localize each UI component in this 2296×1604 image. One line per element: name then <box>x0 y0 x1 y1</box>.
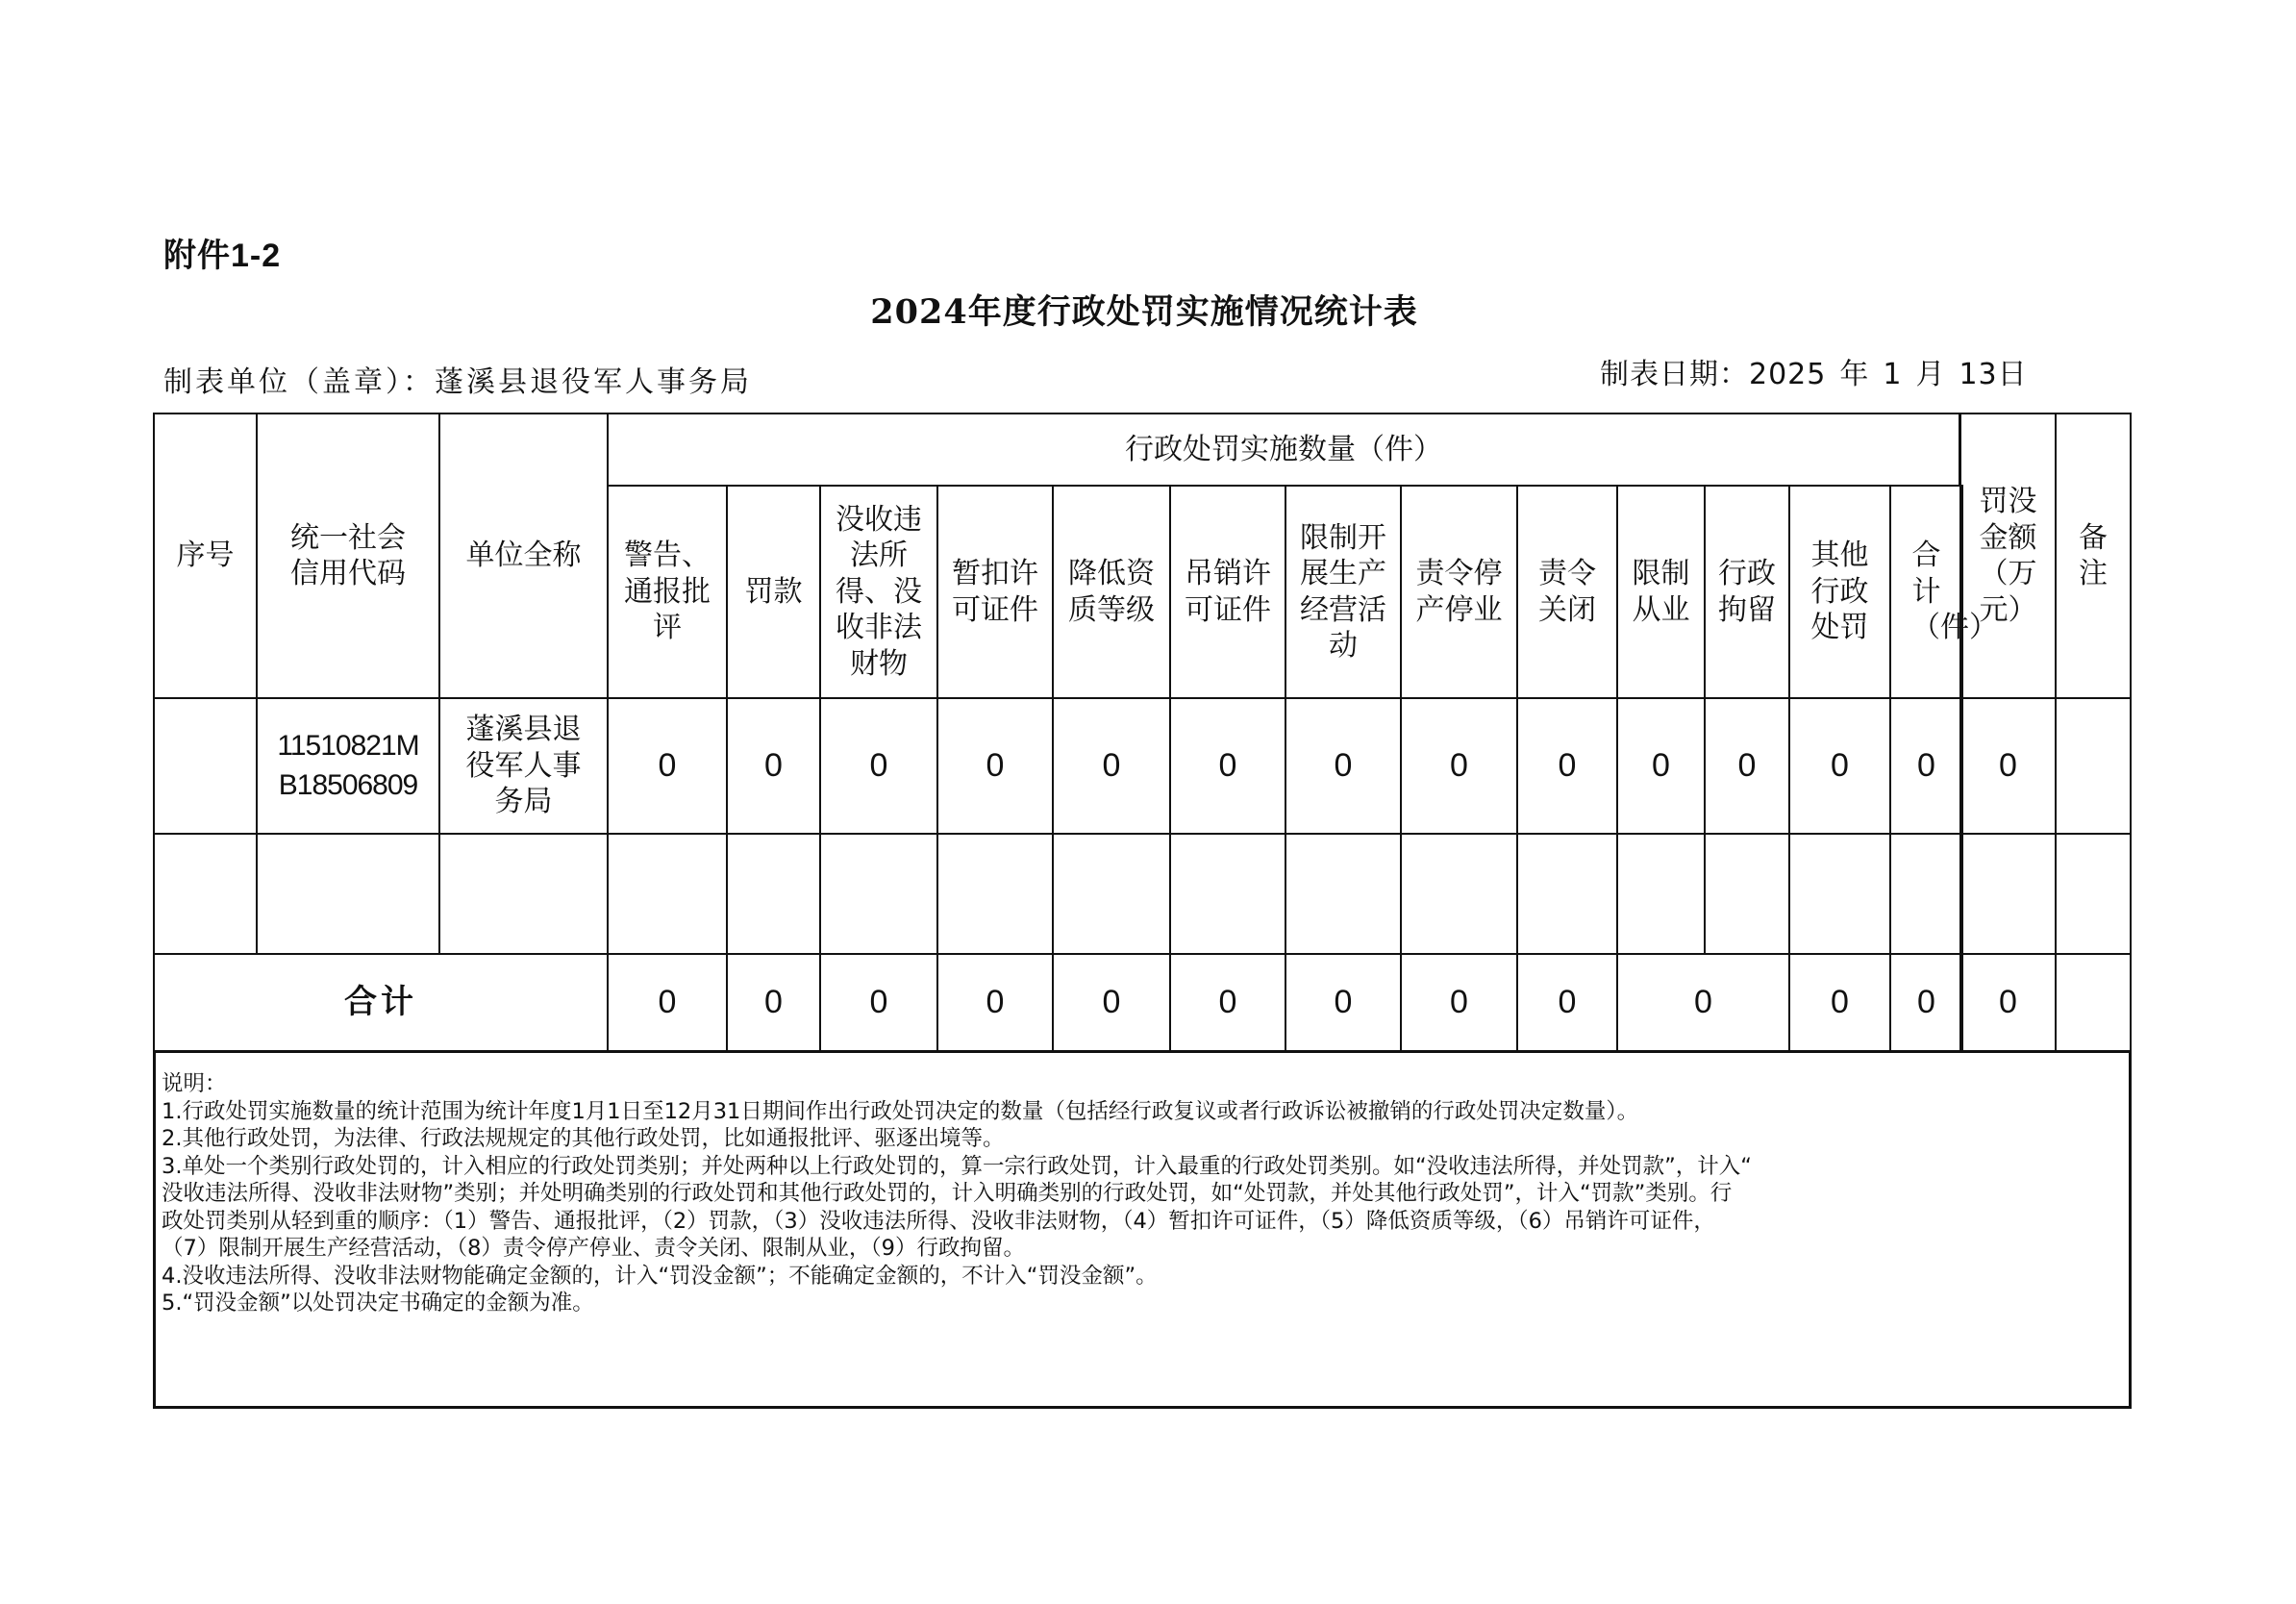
note-line: 没收违法所得、没收非法财物”类别；并处明确类别的行政处罚和其他行政处罚的，计入明确类别的行政处罚，如“处罚款，并处其他行政处罚”，计入“罚款”类别。行 <box>162 1181 1733 1206</box>
header-category-12 <box>1788 485 1891 699</box>
cell-count-10 <box>1616 697 1706 835</box>
header-category-6-text: 吊销许可证件 <box>1185 557 1271 627</box>
total-count-5 <box>1052 953 1171 1052</box>
total-amount <box>1959 953 2057 1052</box>
issue-date-day-unit: 日 <box>1997 358 2028 391</box>
total-count-12 <box>1889 953 1963 1052</box>
header-category-13-text: 合计（件） <box>1911 539 1998 645</box>
total-count-7 <box>1285 953 1402 1052</box>
total-label-cell <box>153 953 609 1052</box>
total-count-9 <box>1516 953 1618 1052</box>
header-category-6 <box>1169 485 1286 699</box>
total-count-7-text: 0 <box>1334 984 1353 1021</box>
document-title: 2024年度行政处罚实施情况统计表 <box>870 292 1418 332</box>
cell-count-2-text: 0 <box>764 747 783 785</box>
total-count-5-text: 0 <box>1102 984 1121 1021</box>
cell-count-6-text: 0 <box>1218 747 1237 785</box>
cell-count-5 <box>1052 833 1171 955</box>
cell-count-9 <box>1516 697 1618 835</box>
total-count-2 <box>726 953 821 1052</box>
cell-amount <box>1959 833 2057 955</box>
issuing-unit-label: 制表单位（盖章）： <box>163 365 435 399</box>
header-unit-full-name-label: 单位全称 <box>465 539 582 573</box>
cell-remarks <box>2055 697 2132 835</box>
total-label-cell-text: 合计 <box>344 983 417 1022</box>
header-category-2 <box>726 485 821 699</box>
header-category-1 <box>607 485 728 699</box>
cell-credit-code <box>256 697 440 835</box>
cell-count-13 <box>1889 833 1963 955</box>
note-line: 2.其他行政处罚，为法律、行政法规规定的其他行政处罚，比如通报批评、驱逐出境等。 <box>162 1126 1005 1151</box>
cell-count-1 <box>607 833 728 955</box>
notes-lines <box>162 1098 2123 1317</box>
header-category-10-text: 限制从业 <box>1632 557 1690 627</box>
header-category-9 <box>1516 485 1618 699</box>
cell-count-7 <box>1285 833 1402 955</box>
cell-count-1 <box>607 697 728 835</box>
total-count-8 <box>1400 953 1518 1052</box>
cell-count-11-text: 0 <box>1737 747 1757 785</box>
total-count-3 <box>819 953 938 1052</box>
header-category-11 <box>1704 485 1790 699</box>
attachment-label: 附件1-2 <box>163 238 282 274</box>
header-remarks <box>2055 413 2132 699</box>
cell-count-3-text: 0 <box>869 747 888 785</box>
cell-count-12 <box>1788 833 1891 955</box>
header-category-7-text: 限制开展生产经营活动 <box>1300 520 1386 663</box>
issue-date-year-unit: 年 <box>1839 358 1870 391</box>
cell-count-2 <box>726 833 821 955</box>
header-credit-code-label: 统一社会信用代码 <box>290 520 406 590</box>
header-unit-full-name <box>438 413 609 699</box>
total-remarks <box>2055 953 2132 1052</box>
header-category-4 <box>936 485 1054 699</box>
cell-count-10 <box>1616 833 1706 955</box>
header-category-10 <box>1616 485 1706 699</box>
issuing-unit-line <box>163 358 752 400</box>
total-count-8-text: 0 <box>1450 984 1468 1021</box>
header-category-7 <box>1285 485 1402 699</box>
header-category-5-text: 降低资质等级 <box>1068 557 1155 627</box>
header-category-5 <box>1052 485 1171 699</box>
header-category-11-text: 行政拘留 <box>1718 557 1776 627</box>
total-count-6 <box>1169 953 1286 1052</box>
total-count-12-text: 0 <box>1917 984 1935 1021</box>
issue-date-label: 制表日期： <box>1600 358 1749 391</box>
header-amount-label: 罚没金额（万元） <box>1979 485 2037 627</box>
total-count-6-text: 0 <box>1218 984 1237 1021</box>
cell-count-1-text: 0 <box>658 747 677 785</box>
total-count-4-text: 0 <box>986 984 1005 1021</box>
issue-date-month-unit: 月 <box>1915 358 1946 391</box>
issue-date-line <box>1600 350 2028 392</box>
cell-count-11 <box>1704 697 1790 835</box>
cell-credit-code <box>256 833 440 955</box>
cell-count-13-text: 0 <box>1917 747 1935 785</box>
total-count-9-text: 0 <box>1558 984 1577 1021</box>
header-category-1-text: 警告、通报批评 <box>624 539 711 645</box>
header-category-4-text: 暂扣许可证件 <box>952 557 1038 627</box>
note-line: 1.行政处罚实施数量的统计范围为统计年度1月1日至12月31日期间作出行政处罚决定的数量（包括经行政复议或者行政诉讼被撤销的行政处罚决定数量）。 <box>162 1098 1639 1124</box>
header-category-9-text: 责令关闭 <box>1538 557 1596 627</box>
note-line: 政处罚类别从轻到重的顺序：（1）警告、通报批评，（2）罚款，（3）没收违法所得、没收非法财物，（4）暂扣许可证件，（5）降低资质等级，（6）吊销许可证件， <box>162 1208 1715 1234</box>
cell-credit-code-text: 11510821MB18506809 <box>277 730 419 801</box>
cell-unit-name <box>438 833 609 955</box>
cell-count-5-text: 0 <box>1102 747 1121 785</box>
cell-count-3 <box>819 697 938 835</box>
cell-count-6 <box>1169 833 1286 955</box>
total-count-10-text: 0 <box>1694 984 1712 1021</box>
cell-count-8-text: 0 <box>1450 747 1468 785</box>
issue-date-day: 13 <box>1959 358 1998 391</box>
total-count-11 <box>1788 953 1891 1052</box>
cell-count-2 <box>726 697 821 835</box>
total-count-1 <box>607 953 728 1052</box>
cell-remarks <box>2055 833 2132 955</box>
cell-count-5 <box>1052 697 1171 835</box>
cell-count-9 <box>1516 833 1618 955</box>
notes-box <box>153 1050 2132 1409</box>
cell-count-12 <box>1788 697 1891 835</box>
note-line: （7）限制开展生产经营活动，（8）责令停产停业、责令关闭、限制从业，（9）行政拘留。 <box>162 1236 1025 1261</box>
cell-count-13 <box>1889 697 1963 835</box>
note-line: 3.单处一个类别行政处罚的，计入相应的行政处罚类别；并处两种以上行政处罚的，算一宗行政处罚，计入最重的行政处罚类别。如“没收违法所得，并处罚款”，计入“ <box>162 1153 1752 1179</box>
header-category-13 <box>1889 485 1998 699</box>
note-line: 4.没收违法所得、没收非法财物能确定金额的，计入“罚没金额”；不能确定金额的，不计入“罚没金额”。 <box>162 1263 1158 1289</box>
header-category-2-text: 罚款 <box>744 574 803 609</box>
header-category-3 <box>819 485 938 699</box>
header-category-12-text: 其他行政处罚 <box>1810 539 1869 645</box>
cell-count-9-text: 0 <box>1558 747 1577 785</box>
cell-count-10-text: 0 <box>1652 747 1670 785</box>
header-credit-code <box>256 413 440 699</box>
total-amount-text: 0 <box>1999 984 2017 1021</box>
issuing-unit-name: 蓬溪县退役军人事务局 <box>435 365 752 399</box>
cell-count-7-text: 0 <box>1334 747 1353 785</box>
total-count-4 <box>936 953 1054 1052</box>
cell-unit-name <box>438 697 609 835</box>
cell-count-4 <box>936 833 1054 955</box>
total-count-3-text: 0 <box>869 984 888 1021</box>
cell-count-8 <box>1400 833 1518 955</box>
cell-seq <box>153 697 258 835</box>
header-amount <box>1959 413 2057 699</box>
issue-date-year: 2025 <box>1749 358 1827 391</box>
header-seq <box>153 413 258 699</box>
header-group-penalty-count <box>607 413 1960 487</box>
header-category-8 <box>1400 485 1518 699</box>
total-count-11-text: 0 <box>1831 984 1849 1021</box>
header-category-8-text: 责令停产停业 <box>1415 557 1503 627</box>
cell-count-11 <box>1704 833 1790 955</box>
total-count-2-text: 0 <box>764 984 783 1021</box>
cell-count-3 <box>819 833 938 955</box>
total-count-10 <box>1616 953 1790 1052</box>
header-seq-label: 序号 <box>176 539 235 573</box>
cell-unit-name-text: 蓬溪县退役军人事务局 <box>465 713 582 819</box>
cell-seq <box>153 833 258 955</box>
notes-heading: 说明： <box>162 1071 227 1096</box>
note-line: 5.“罚没金额”以处罚决定书确定的金额为准。 <box>162 1291 594 1316</box>
issue-date-month: 1 <box>1883 358 1903 391</box>
cell-amount <box>1959 697 2057 835</box>
cell-count-12-text: 0 <box>1831 747 1849 785</box>
header-group-label: 行政处罚实施数量（件） <box>1125 432 1442 466</box>
cell-count-7 <box>1285 697 1402 835</box>
cell-count-8 <box>1400 697 1518 835</box>
cell-count-6 <box>1169 697 1286 835</box>
header-category-3-text: 没收违法所得、没收非法财物 <box>836 502 922 681</box>
header-remarks-label: 备注 <box>2079 520 2108 590</box>
cell-count-4-text: 0 <box>986 747 1005 785</box>
cell-count-4 <box>936 697 1054 835</box>
total-count-1-text: 0 <box>658 984 677 1021</box>
cell-amount-text: 0 <box>1999 747 2017 785</box>
